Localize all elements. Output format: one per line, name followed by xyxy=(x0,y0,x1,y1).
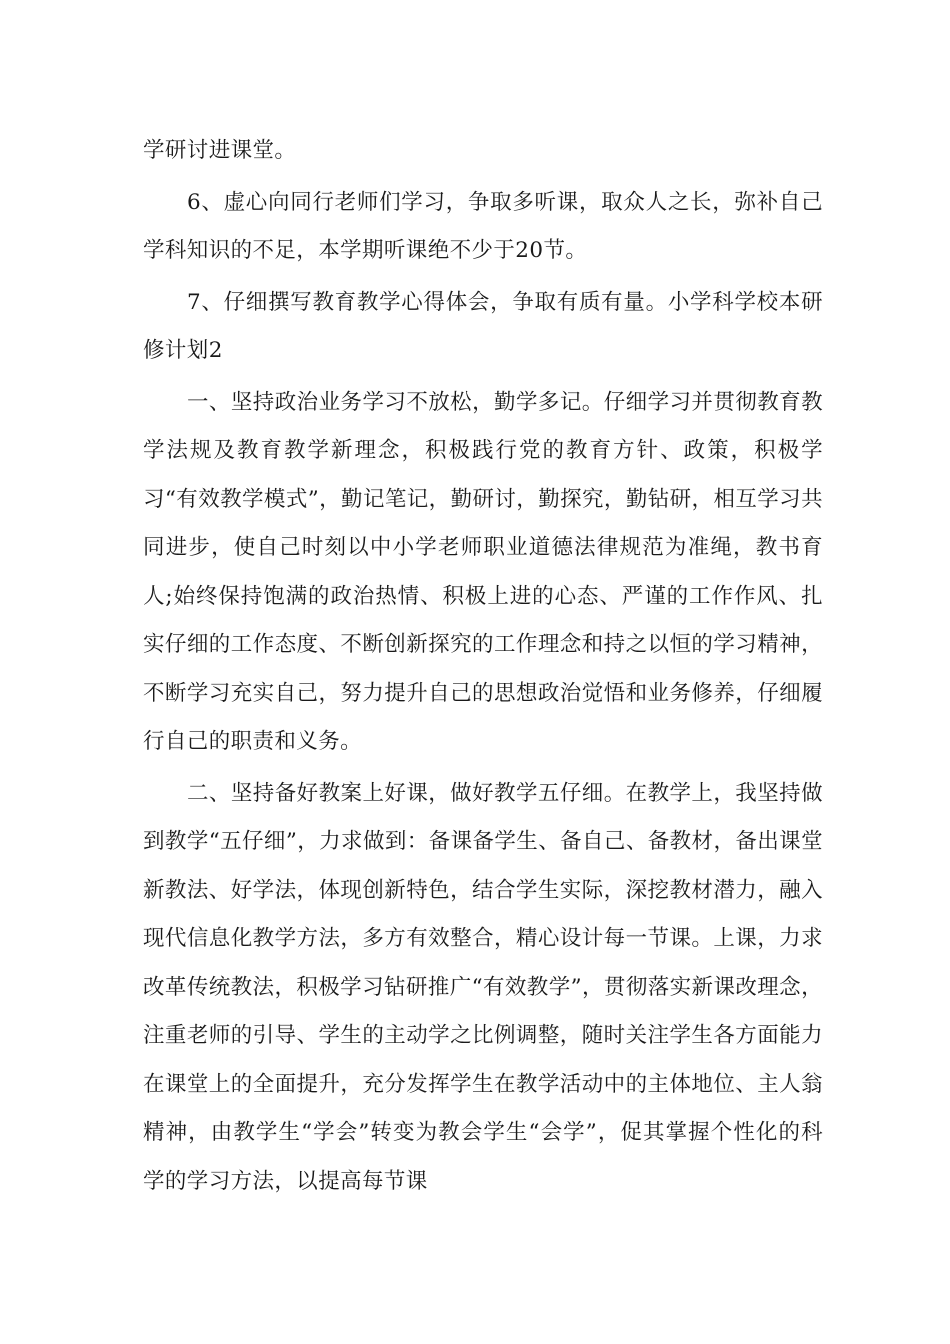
paragraph-continuation: 学研讨进课堂。 xyxy=(143,138,297,163)
paragraph-item-7: 7、仔细撰写教育教学心得体会，争取有质有量。小学科学校本研修计划2 xyxy=(143,289,823,363)
document-body xyxy=(143,127,823,1206)
paragraph-item-6: 6、虚心向同行老师们学习，争取多听课，取众人之长，弥补自己学科知识的不足，本学期听课绝不少于20节。 xyxy=(143,189,823,263)
paragraph-section-2: 二、坚持备好教案上好课，做好教学五仔细。在教学上，我坚持做到教学“五仔细”，力求做到：备课备学生、备自己、备教材，备出课堂新教法、好学法，体现创新特色，结合学生实际，深挖教材潜力，融入现代信息化教学方法，多方有效整合，精心设计每一节课。上课，力求改革传统教法，积极学习钻研推广“有效教学”，贯彻落实新课改理念，注重老师的引导、学生的主动学之比例调整，随时关注学生各方面能力在课堂上的全面提升，充分发挥学生在教学活动中的主体地位、主人翁精神，由教学生“学会”转变为教会学生“会学”，促其掌握个性化的科学的学习方法，以提高每节课 xyxy=(143,780,823,1194)
paragraph-section-1: 一、坚持政治业务学习不放松，勤学多记。仔细学习并贯彻教育教学法规及教育教学新理念，积极践行党的教育方针、政策，积极学习“有效教学模式”，勤记笔记，勤研讨，勤探究，勤钻研，相互学习共同进步，使自己时刻以中小学老师职业道德法律规范为准绳，教书育人;始终保持饱满的政治热情、积极上进的心态、严谨的工作作风、扎实仔细的工作态度、不断创新探究的工作理念和持之以恒的学习精神，不断学习充实自己，努力提升自己的思想政治觉悟和业务修养，仔细履行自己的职责和义务。 xyxy=(143,389,823,754)
